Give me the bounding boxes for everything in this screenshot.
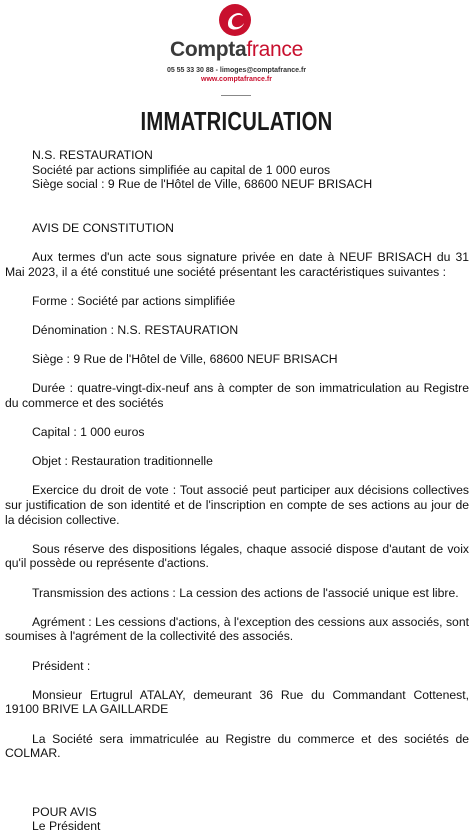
- field-reserve: Sous réserve des dispositions légales, chaque associé dispose d'autant de voix qu'il possède ou représente d'actions.: [5, 541, 469, 571]
- field-duree: Durée : quatre-vingt-dix-neuf ans à compter de son immatriculation au Registre du commerce et des sociétés: [5, 381, 469, 410]
- notice-intro: Aux termes d'un acte sous signature privée en date à NEUF BRISACH du 31 Mai 2023, il a été constitué une société présentant les caractéristiques suivantes :: [5, 249, 469, 279]
- notice-heading: IMMATRICULATION: [140, 106, 333, 136]
- company-name: N.S. RESTAURATION: [32, 148, 153, 162]
- signature-pour-avis: POUR AVIS: [32, 804, 97, 819]
- signature-president: Le Président: [32, 819, 101, 834]
- company-form-capital: Société par actions simplifiée au capital de 1 000 euros: [32, 162, 331, 177]
- notice-title: AVIS DE CONSTITUTION: [32, 220, 174, 235]
- brand-name: Comptafrance: [170, 38, 303, 61]
- notice-body: [5, 148, 469, 834]
- website-link[interactable]: www.comptafrance.fr: [201, 76, 272, 83]
- publisher-logo: [0, 0, 473, 100]
- field-denomination: Dénomination : N.S. RESTAURATION: [32, 322, 239, 337]
- field-objet: Objet : Restauration traditionnelle: [32, 454, 213, 469]
- field-vote: Exercice du droit de vote : Tout associé peut participer aux décisions collectives sur justification de son identité et de l'inscription en compte de ses actions au jour de la décision collective.: [5, 483, 469, 527]
- president-details: Monsieur Ertugrul ATALAY, demeurant 36 Rue du Commandant Cottenest, 19100 BRIVE LA GAILLARDE: [5, 687, 469, 717]
- comptafrance-logo-icon: [219, 4, 251, 36]
- company-seat: Siège social : 9 Rue de l'Hôtel de Ville, 68600 NEUF BRISACH: [32, 177, 373, 192]
- field-transmission: Transmission des actions : La cession des actions de l'associé unique est libre.: [32, 585, 459, 600]
- field-agrement: Agrément : Les cessions d'actions, à l'exception des cessions aux associés, sont soumises à l'agrément de la collectivité des associés.: [5, 614, 469, 644]
- registration-statement: La Société sera immatriculée au Registre du commerce et des sociétés de COLMAR.: [5, 731, 469, 761]
- field-siege: Siège : 9 Rue de l'Hôtel de Ville, 68600 NEUF BRISACH: [32, 352, 338, 367]
- field-forme: Forme : Société par actions simplifiée: [32, 293, 236, 308]
- field-capital: Capital : 1 000 euros: [32, 425, 145, 440]
- divider: [221, 95, 251, 96]
- president-label: Président :: [32, 658, 91, 673]
- contact-line: 05 55 33 30 88 - limoges@comptafrance.fr: [166, 67, 307, 74]
